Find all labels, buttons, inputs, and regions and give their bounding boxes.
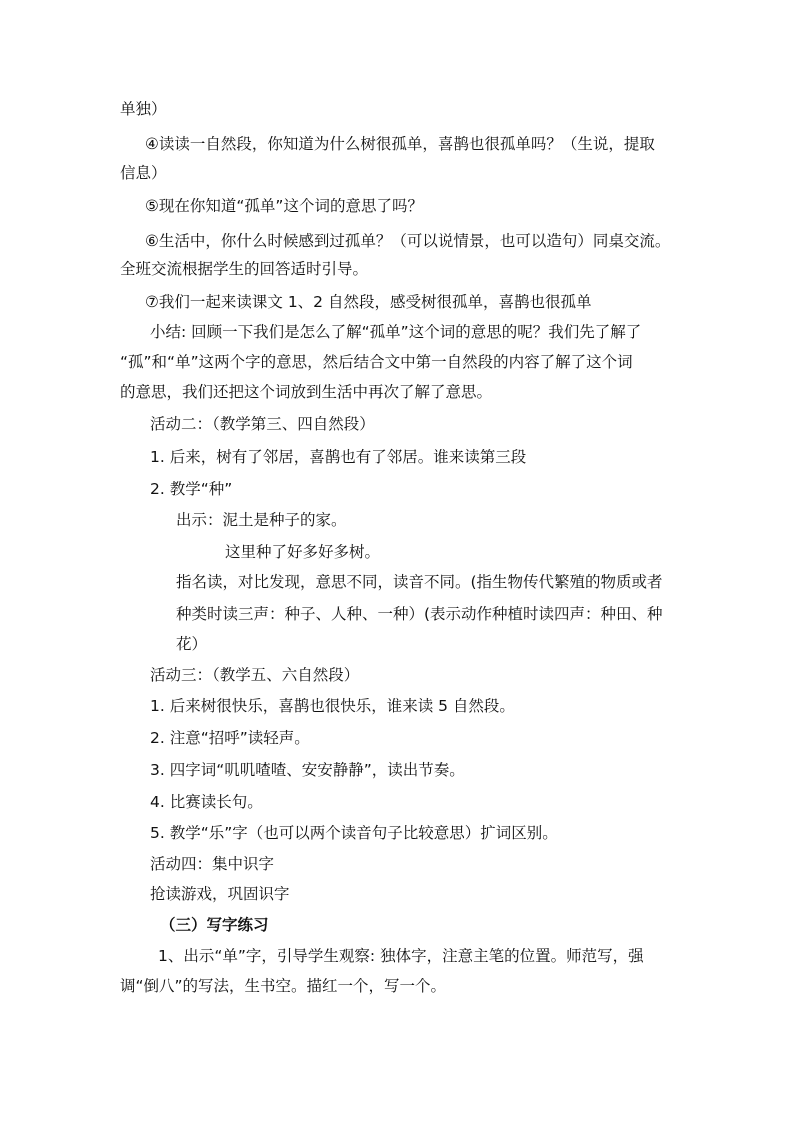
text-line: 指名读，对比发现，意思不同，读音不同。(指生物传代繁殖的物质或者: [176, 573, 663, 591]
text-line: 这里种了好多好多树。: [225, 543, 381, 561]
list-item: 4. 比赛读长句。: [150, 793, 263, 811]
list-item: 5. 教学“乐”字（也可以两个读音句子比较意思）扩词区别。: [150, 824, 558, 842]
text-line: “孤”和“单”这两个字的意思，然后结合文中第一自然段的内容了解了这个词: [120, 353, 633, 371]
section-heading: 活动四：集中识字: [150, 855, 275, 873]
text-line: ④读读一自然段，你知道为什么树很孤单，喜鹊也很孤单吗？（生说，提取: [145, 135, 655, 153]
list-item: 1. 后来，树有了邻居，喜鹊也有了邻居。谁来读第三段: [150, 448, 527, 466]
list-item: 1. 后来树很快乐，喜鹊也很快乐，谁来读 5 自然段。: [150, 697, 515, 715]
text-line: 的意思，我们还把这个词放到生活中再次了解了意思。: [120, 383, 493, 401]
text-line: ⑤现在你知道“孤单”这个词的意思了吗？: [145, 197, 423, 215]
text-line: ⑥生活中，你什么时候感到过孤单？（可以说情景，也可以造句）同桌交流。: [145, 232, 671, 250]
text-line: 抢读游戏，巩固识字: [150, 885, 290, 903]
text-line: 种类时读三声：种子、人种、一种）(表示动作种植时读四声：种田、种: [176, 605, 663, 623]
text-line: 小结: 回顾一下我们是怎么了解“孤单”这个词的意思的呢？我们先了解了: [150, 323, 642, 341]
list-item: 2. 教学“种”: [150, 480, 233, 498]
text-line: 单独）: [120, 100, 167, 118]
section-heading: 活动三：（教学五、六自然段）: [150, 666, 360, 684]
text-line: 信息）: [120, 164, 167, 182]
text-line: 1、出示“单”字，引导学生观察: 独体字，注意主笔的位置。师范写，强: [158, 947, 644, 965]
text-line: 花）: [176, 635, 208, 653]
text-line: ⑦我们一起来读课文 1、2 自然段，感受树很孤单，喜鹊也很孤单: [145, 293, 592, 311]
text-line: 出示：泥土是种子的家。: [176, 511, 347, 529]
text-line: 调“倒八”的写法，生书空。描红一个，写一个。: [120, 977, 447, 995]
list-item: 2. 注意“招呼”读轻声。: [150, 729, 310, 747]
list-item: 3. 四字词“叽叽喳喳、安安静静”，读出节奏。: [150, 761, 465, 779]
section-heading: （三）写字练习: [160, 916, 269, 934]
text-line: 全班交流根据学生的回答适时引导。: [120, 260, 369, 278]
section-heading: 活动二：（教学第三、四自然段）: [150, 415, 375, 433]
